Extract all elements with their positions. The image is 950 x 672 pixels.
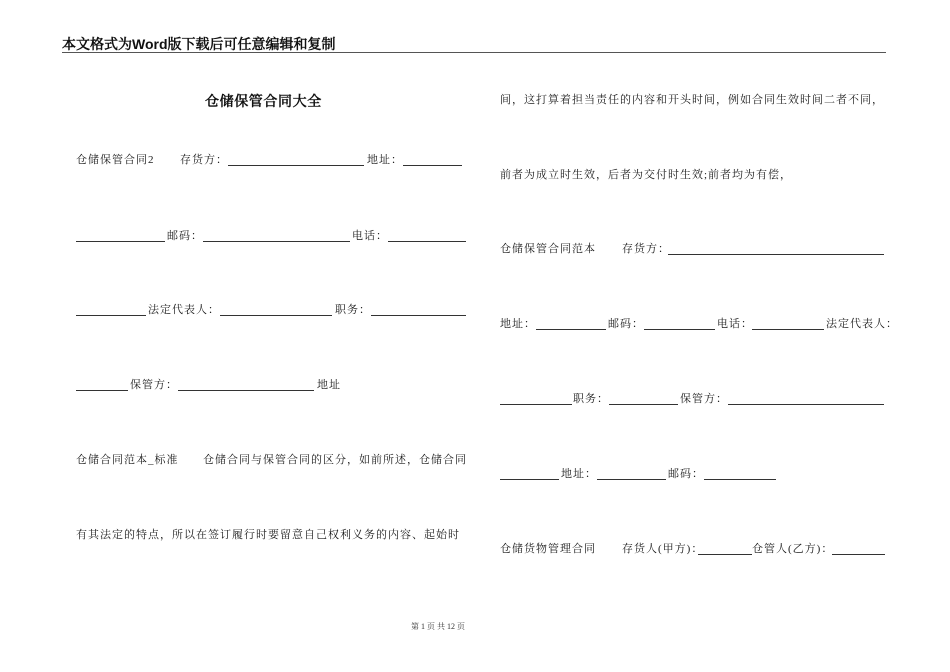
blank-field [698, 542, 752, 555]
field-label-address: 地址： [367, 154, 403, 166]
field-label-custodian: 保管方： [680, 393, 728, 405]
field-label-address: 地址 [317, 379, 341, 391]
blank-field [220, 303, 332, 316]
blank-field [403, 153, 462, 166]
blank-field [752, 317, 824, 330]
blank-field [371, 303, 466, 316]
blank-field [644, 317, 715, 330]
contract-name: 仓储保管合同2 [76, 154, 155, 166]
section-heading: 仓储合同范本_标准 [76, 454, 179, 466]
field-label-postcode: 邮码： [167, 230, 203, 242]
body-paragraph-line [0, 93, 950, 107]
blank-field [536, 317, 606, 330]
blank-field [76, 229, 165, 242]
field-label-position: 职务： [573, 393, 609, 405]
field-label-phone: 电话： [717, 318, 753, 330]
body-text: 前者为成立时生效，后者为交付时生效;前者均为有偿， [500, 169, 793, 181]
blank-field [228, 153, 364, 166]
blank-field [597, 467, 666, 480]
contract-name: 仓储货物管理合同 [500, 543, 596, 555]
field-label-depositor: 存货方： [180, 154, 228, 166]
field-label-phone: 电话： [352, 230, 388, 242]
field-label-position: 职务： [335, 304, 371, 316]
blank-field [609, 392, 678, 405]
contract-line [0, 242, 950, 256]
body-text: 间，这打算着担当责任的内容和开头时间，例如合同生效时间二者不同， [500, 94, 884, 106]
field-label-address: 地址： [561, 468, 597, 480]
blank-field [76, 378, 128, 391]
page-number-footer: 第 1 页 共 12 页 [411, 622, 465, 631]
contract-line [0, 392, 950, 406]
blank-field [668, 242, 884, 255]
format-notice-banner: 本文格式为Word版下载后可任意编辑和复制 [62, 36, 336, 52]
document-title: 仓储保管合同大全 [205, 93, 322, 109]
body-text: 仓储合同与保管合同的区分，如前所述，仓储合同 [203, 454, 467, 466]
field-label-legal-representative: 法定代表人： [826, 318, 898, 330]
field-label-party-a: 存货人(甲方)： [622, 543, 704, 555]
blank-field [203, 229, 350, 242]
blank-field [832, 542, 885, 555]
field-label-postcode: 邮码： [608, 318, 644, 330]
contract-line [0, 303, 950, 317]
contract-name: 仓储保管合同范本 [500, 243, 596, 255]
contract-line [0, 378, 950, 392]
field-label-postcode: 邮码： [668, 468, 704, 480]
blank-field [388, 229, 466, 242]
blank-field [500, 467, 559, 480]
header-rule [62, 52, 886, 53]
blank-field [76, 303, 146, 316]
field-label-address: 地址： [500, 318, 536, 330]
body-text: 有其法定的特点，所以在签订履行时要留意自己权利义务的内容、起始时 [76, 529, 460, 541]
field-label-depositor: 存货方： [622, 243, 670, 255]
blank-field [728, 392, 884, 405]
contract-line [0, 317, 950, 331]
contract-line [0, 542, 950, 556]
body-paragraph-line [0, 168, 950, 182]
blank-field [500, 392, 572, 405]
contract-line [0, 153, 950, 167]
body-paragraph-line [0, 528, 950, 542]
body-paragraph-line [0, 453, 950, 467]
field-label-party-b: 仓管人(乙方)： [752, 543, 834, 555]
field-label-custodian: 保管方： [130, 379, 178, 391]
contract-line [0, 467, 950, 481]
blank-field [178, 378, 314, 391]
blank-field [704, 467, 776, 480]
field-label-legal-representative: 法定代表人： [148, 304, 220, 316]
contract-line [0, 229, 950, 243]
